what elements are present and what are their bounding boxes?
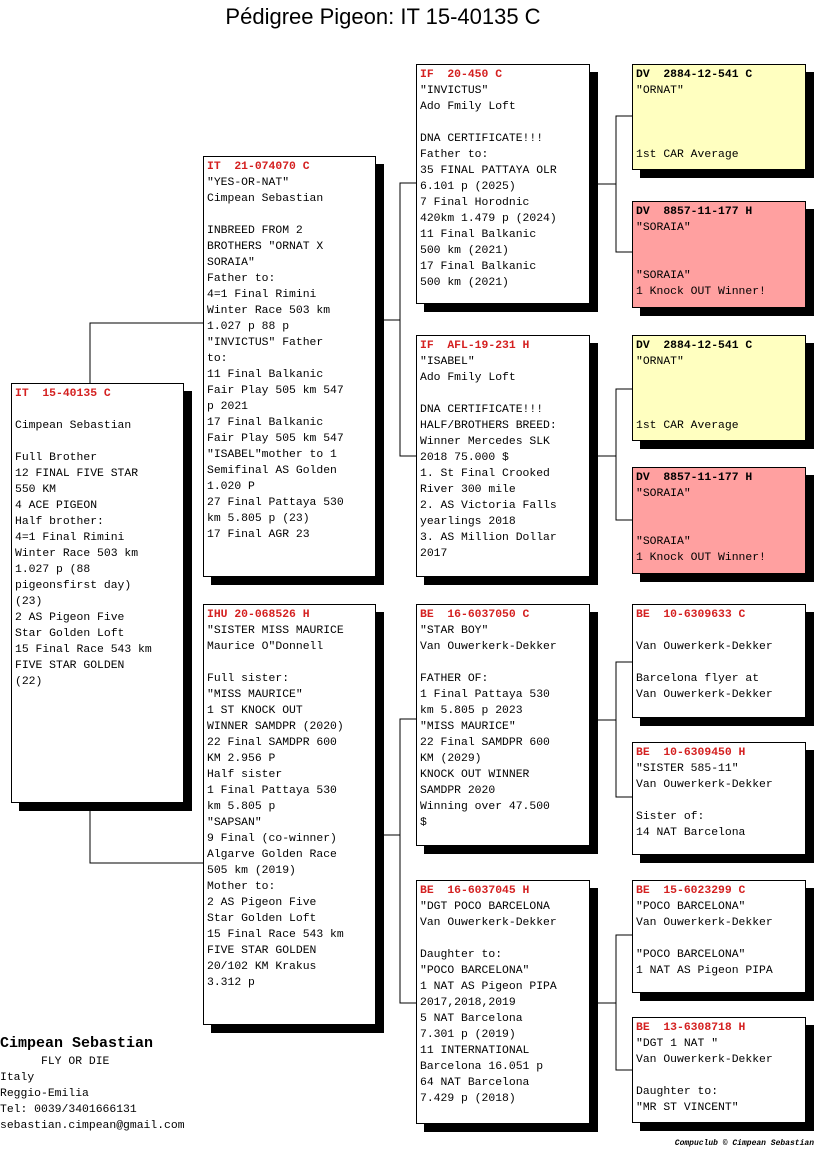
info-line: Half brother: <box>15 516 104 528</box>
ring-number: BE 10-6309633 C <box>636 609 746 621</box>
info-line: 1 Final Pattaya 530 <box>207 785 337 797</box>
info-line: Van Ouwerkerk-Dekker <box>636 689 773 701</box>
info-line: "SORAIA" <box>636 488 691 500</box>
info-line: Full Brother <box>15 452 98 464</box>
info-line: "DGT 1 NAT " <box>636 1038 719 1050</box>
ring-number: DV 2884-12-541 C <box>636 69 753 81</box>
ring-number: BE 16-6037045 H <box>420 885 530 897</box>
info-line: 7 Final Horodnic <box>420 197 530 209</box>
ring-number: IT 21-074070 C <box>207 161 310 173</box>
info-line: Ado Fmily Loft <box>420 101 516 113</box>
info-line: "INVICTUS" Father <box>207 337 324 349</box>
info-line: DNA CERTIFICATE!!! <box>420 133 544 145</box>
info-line: 2 AS Pigeon Five <box>207 897 317 909</box>
ring-number: BE 13-6308718 H <box>636 1022 746 1034</box>
info-line: INBREED FROM 2 <box>207 225 303 237</box>
info-line: 1.020 P <box>207 481 255 493</box>
info-line <box>636 99 802 115</box>
info-line: 1. St Final Crooked <box>420 468 550 480</box>
info-line: Ado Fmily Loft <box>420 372 516 384</box>
info-line <box>636 1068 802 1084</box>
info-line: "ORNAT" <box>636 85 684 97</box>
info-line: Barcelona flyer at <box>636 673 760 685</box>
info-line: Winner Mercedes SLK <box>420 436 550 448</box>
info-line: 17 Final Balkanic <box>207 417 324 429</box>
info-line <box>420 931 586 947</box>
info-line: "MISS MAURICE" <box>420 721 516 733</box>
father-card <box>203 156 376 577</box>
info-line: 17 Final Balkanic <box>420 261 537 273</box>
info-line: p 2021 <box>207 401 249 413</box>
info-line: KNOCK OUT WINNER <box>420 769 530 781</box>
info-line: "MR ST VINCENT" <box>636 1102 739 1114</box>
info-line: (23) <box>15 596 43 608</box>
info-line: "SORAIA" <box>636 536 691 548</box>
info-line <box>15 402 180 418</box>
ring-number: IF 20-450 C <box>420 69 503 81</box>
info-line: Sister of: <box>636 811 705 823</box>
info-line: Winter Race 503 km <box>207 305 331 317</box>
great-grandparent-card-5 <box>632 604 806 718</box>
info-line: Barcelona 16.051 p <box>420 1061 544 1073</box>
owner-name: Cimpean Sebastian <box>0 1035 154 1052</box>
info-line: Winning over 47.500 <box>420 801 550 813</box>
info-line: 550 KM <box>15 484 57 496</box>
owner-contact-line: Reggio-Emilia <box>0 1088 89 1100</box>
info-line: "ORNAT" <box>636 356 684 368</box>
info-line <box>636 655 802 671</box>
ring-number: IT 15-40135 C <box>15 388 111 400</box>
info-line: Half sister <box>207 769 283 781</box>
info-line: 1 NAT AS Pigeon PIPA <box>420 981 557 993</box>
info-line: 4 ACE PIGEON <box>15 500 98 512</box>
info-line: 15 Final Race 543 km <box>15 644 152 656</box>
info-line: "SORAIA" <box>636 270 691 282</box>
great-grandparent-card-3 <box>632 335 806 441</box>
info-line: km 5.805 p <box>207 801 276 813</box>
info-line <box>636 131 802 147</box>
mother-card <box>203 604 376 1025</box>
info-line: Algarve Golden Race <box>207 849 337 861</box>
father-sire-card <box>416 64 590 304</box>
info-line <box>636 793 802 809</box>
info-line <box>636 402 802 418</box>
ring-number: BE 15-6023299 C <box>636 885 746 897</box>
ring-number: DV 8857-11-177 H <box>636 206 753 218</box>
great-grandparent-card-6 <box>632 742 806 855</box>
info-line: Winter Race 503 km <box>15 548 139 560</box>
info-line: 35 FINAL PATTAYA OLR <box>420 165 557 177</box>
info-line: Mother to: <box>207 881 276 893</box>
info-line: "SISTER 585-11" <box>636 763 739 775</box>
info-line <box>636 931 802 947</box>
info-line: Father to: <box>420 149 489 161</box>
info-line: Van Ouwerkerk-Dekker <box>636 1054 773 1066</box>
info-line: Van Ouwerkerk-Dekker <box>636 779 773 791</box>
info-line <box>636 518 802 534</box>
info-line: WINNER SAMDPR (2020) <box>207 721 344 733</box>
info-line: 505 km (2019) <box>207 865 296 877</box>
info-line: HALF/BROTHERS BREED: <box>420 420 557 432</box>
info-line <box>636 386 802 402</box>
info-line: Full sister: <box>207 673 290 685</box>
info-line: Daughter to: <box>636 1086 719 1098</box>
info-line: 14 NAT Barcelona <box>636 827 746 839</box>
credit-text: Compuclub © Cimpean Sebastian <box>674 1139 814 1148</box>
info-line: Van Ouwerkerk-Dekker <box>420 917 557 929</box>
info-line: Van Ouwerkerk-Dekker <box>636 917 773 929</box>
info-line: Star Golden Loft <box>207 913 317 925</box>
father-dam-card <box>416 335 590 577</box>
info-line: KM (2029) <box>420 753 482 765</box>
info-line: 500 km (2021) <box>420 277 509 289</box>
info-line: FIVE STAR GOLDEN <box>207 945 317 957</box>
ring-number: DV 8857-11-177 H <box>636 472 753 484</box>
page-title: Pédigree Pigeon: IT 15-40135 C <box>225 4 541 29</box>
info-line <box>636 236 802 252</box>
info-line: "POCO BARCELONA" <box>636 901 746 913</box>
info-line: (22) <box>15 676 43 688</box>
owner-contact-line: Tel: 0039/3401666131 <box>0 1104 137 1116</box>
info-line: 17 Final AGR 23 <box>207 529 310 541</box>
info-line: FIVE STAR GOLDEN <box>15 660 125 672</box>
info-line: "SORAIA" <box>636 222 691 234</box>
info-line: "SAPSAN" <box>207 817 262 829</box>
owner-contact-line: sebastian.cimpean@gmail.com <box>0 1120 185 1132</box>
info-line: 500 km (2021) <box>420 245 509 257</box>
ring-number: BE 16-6037050 C <box>420 609 530 621</box>
info-line <box>420 386 586 402</box>
info-line: 4=1 Final Rimini <box>207 289 317 301</box>
info-line: FATHER OF: <box>420 673 489 685</box>
info-line: km 5.805 p 2023 <box>420 705 523 717</box>
info-line: 2. AS Victoria Falls <box>420 500 557 512</box>
info-line: 1.027 p (88 <box>15 564 91 576</box>
info-line: 2 AS Pigeon Five <box>15 612 125 624</box>
info-line: 11 Final Balkanic <box>420 229 537 241</box>
info-line: 1 Final Pattaya 530 <box>420 689 550 701</box>
info-line: 1st CAR Average <box>636 149 739 161</box>
info-line: 5 NAT Barcelona <box>420 1013 523 1025</box>
info-line: Van Ouwerkerk-Dekker <box>636 641 773 653</box>
info-line: "DGT POCO BARCELONA <box>420 901 550 913</box>
info-line: to: <box>207 353 228 365</box>
info-line <box>636 623 802 639</box>
ring-number: DV 2884-12-541 C <box>636 340 753 352</box>
owner-block <box>0 1034 185 1134</box>
info-line: "YES-OR-NAT" <box>207 177 290 189</box>
info-line <box>636 370 802 386</box>
ring-number: IF AFL-19-231 H <box>420 340 530 352</box>
ring-number: IHU 20-068526 H <box>207 609 310 621</box>
info-line: km 5.805 p (23) <box>207 513 310 525</box>
info-line: yearlings 2018 <box>420 516 516 528</box>
info-line: Cimpean Sebastian <box>15 420 132 432</box>
info-line <box>636 115 802 131</box>
mother-dam-card <box>416 880 590 1124</box>
info-line: 64 NAT Barcelona <box>420 1077 530 1089</box>
great-grandparent-card-4 <box>632 467 806 574</box>
info-line <box>420 655 586 671</box>
info-line: 1.027 p 88 p <box>207 321 290 333</box>
info-line: BROTHERS "ORNAT X <box>207 241 324 253</box>
info-line: 1st CAR Average <box>636 420 739 432</box>
info-line: pigeonsfirst day) <box>15 580 132 592</box>
info-line: 1 Knock OUT Winner! <box>636 552 766 564</box>
info-line: 2017 <box>420 548 448 560</box>
subject-card <box>11 383 184 803</box>
great-grandparent-card-2 <box>632 201 806 308</box>
info-line <box>207 655 372 671</box>
info-line: 11 Final Balkanic <box>207 369 324 381</box>
info-line: Star Golden Loft <box>15 628 125 640</box>
info-line <box>636 252 802 268</box>
info-line: 1 NAT AS Pigeon PIPA <box>636 965 773 977</box>
great-grandparent-card-8 <box>632 1017 806 1123</box>
info-line: Fair Play 505 km 547 <box>207 433 344 445</box>
owner-contact <box>0 1054 185 1134</box>
info-line: 15 Final Race 543 km <box>207 929 344 941</box>
info-line: Cimpean Sebastian <box>207 193 324 205</box>
info-line: 4=1 Final Rimini <box>15 532 125 544</box>
info-line: 420km 1.479 p (2024) <box>420 213 557 225</box>
info-line: 12 FINAL FIVE STAR <box>15 468 139 480</box>
ring-number: BE 10-6309450 H <box>636 747 746 759</box>
info-line: Father to: <box>207 273 276 285</box>
info-line <box>15 434 180 450</box>
info-line: "MISS MAURICE" <box>207 689 303 701</box>
info-line: 22 Final SAMDPR 600 <box>207 737 337 749</box>
info-line: 2018 75.000 $ <box>420 452 509 464</box>
great-grandparent-card-7 <box>632 880 806 993</box>
info-line: 7.301 p (2019) <box>420 1029 516 1041</box>
info-line: "STAR BOY" <box>420 625 489 637</box>
info-line: 11 INTERNATIONAL <box>420 1045 530 1057</box>
info-line: 20/102 KM Krakus <box>207 961 317 973</box>
great-grandparent-card-1 <box>632 64 806 170</box>
info-line: 22 Final SAMDPR 600 <box>420 737 550 749</box>
info-line: $ <box>420 817 427 829</box>
owner-contact-line: Italy <box>0 1072 35 1084</box>
info-line: 9 Final (co-winner) <box>207 833 337 845</box>
info-line: "ISABEL" <box>420 356 475 368</box>
info-line: 6.101 p (2025) <box>420 181 516 193</box>
info-line: Daughter to: <box>420 949 503 961</box>
owner-contact-line: FLY OR DIE <box>0 1056 110 1068</box>
info-line: 1 Knock OUT Winner! <box>636 286 766 298</box>
info-line: 2017,2018,2019 <box>420 997 516 1009</box>
info-line: "POCO BARCELONA" <box>636 949 746 961</box>
mother-sire-card <box>416 604 590 846</box>
info-line <box>207 207 372 223</box>
info-line: "ISABEL"mother to 1 <box>207 449 337 461</box>
info-line: "SISTER MISS MAURICE <box>207 625 344 637</box>
info-line: Maurice O"Donnell <box>207 641 324 653</box>
info-line: River 300 mile <box>420 484 516 496</box>
info-line: "POCO BARCELONA" <box>420 965 530 977</box>
info-line: 3.312 p <box>207 977 255 989</box>
info-line: Van Ouwerkerk-Dekker <box>420 641 557 653</box>
info-line: Semifinal AS Golden <box>207 465 337 477</box>
info-line: 7.429 p (2018) <box>420 1093 516 1105</box>
info-line: DNA CERTIFICATE!!! <box>420 404 544 416</box>
info-line: SAMDPR 2020 <box>420 785 496 797</box>
info-line <box>420 115 586 131</box>
info-line: 27 Final Pattaya 530 <box>207 497 344 509</box>
info-line: Fair Play 505 km 547 <box>207 385 344 397</box>
info-line: KM 2.956 P <box>207 753 276 765</box>
info-line: "INVICTUS" <box>420 85 489 97</box>
info-line: 1 ST KNOCK OUT <box>207 705 303 717</box>
info-line <box>636 502 802 518</box>
info-line: SORAIA" <box>207 257 255 269</box>
info-line: 3. AS Million Dollar <box>420 532 557 544</box>
